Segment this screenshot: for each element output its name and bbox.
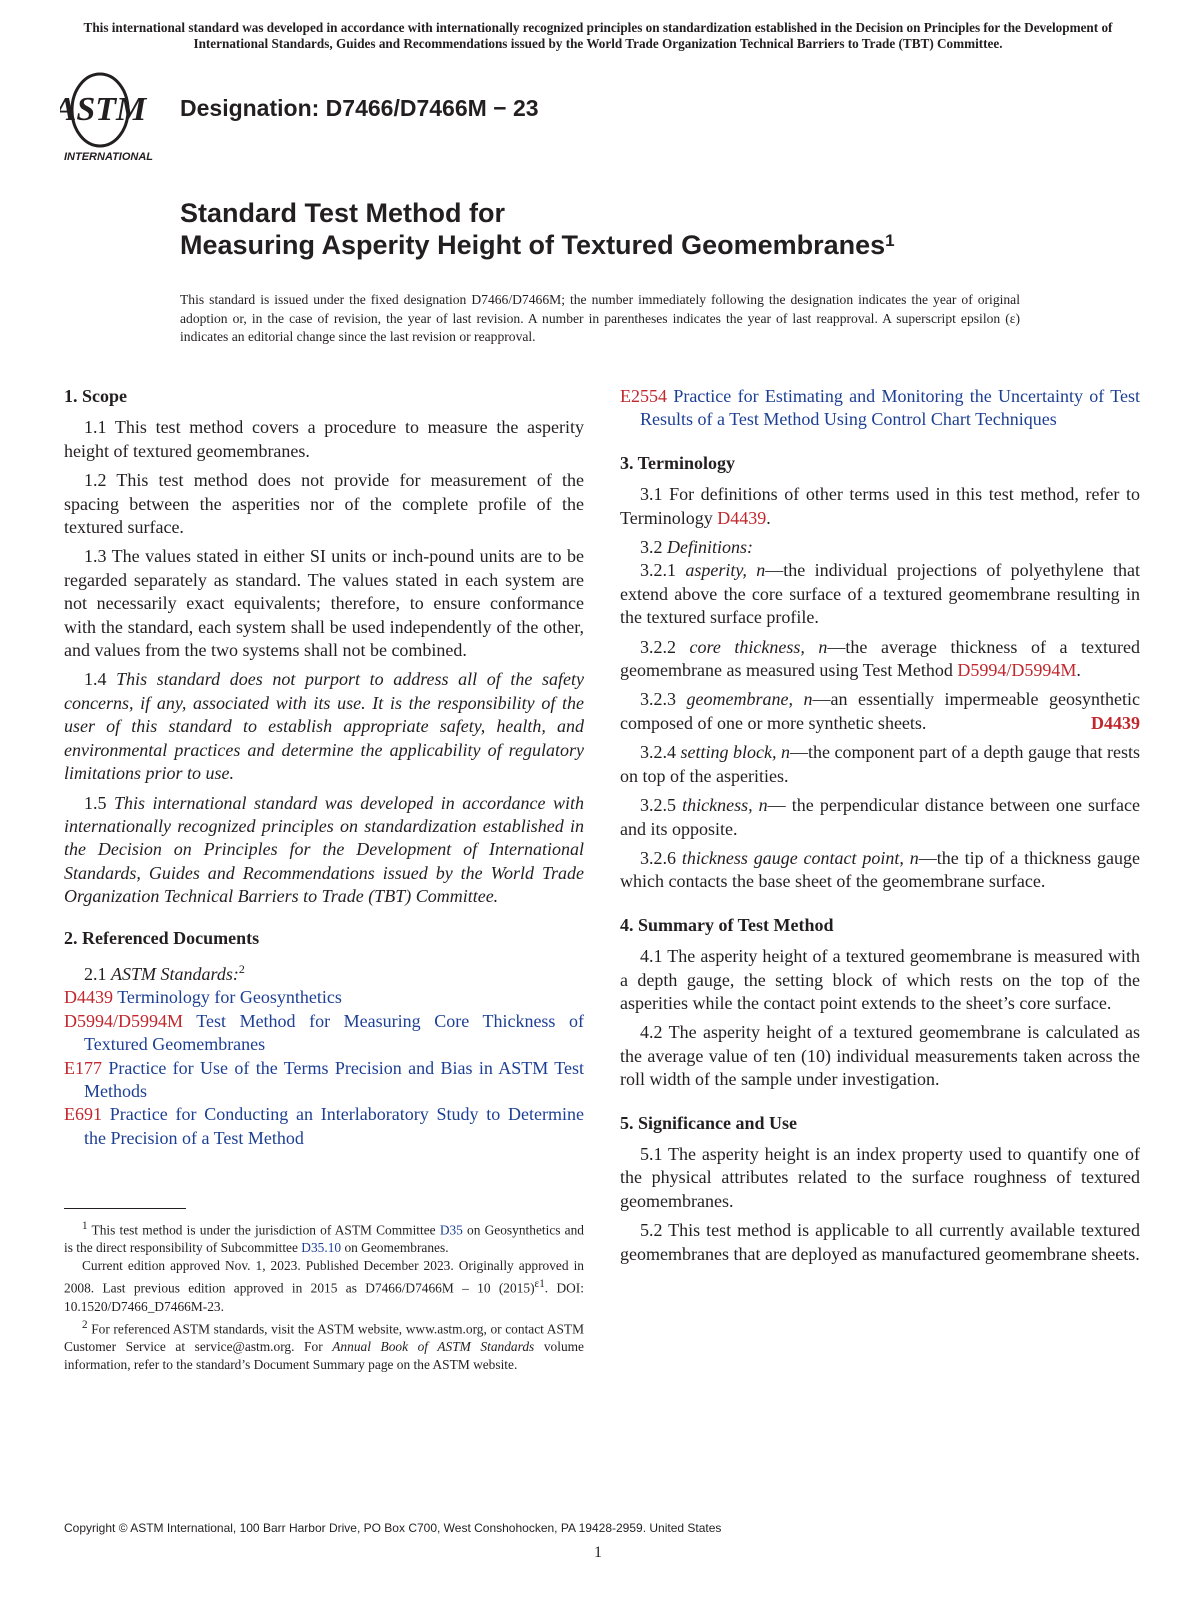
title-line2: Measuring Asperity Height of Textured Geomembranes$^1$ [180, 230, 895, 260]
subcommittee-link[interactable]: D35.10 [301, 1240, 342, 1256]
footnote-divider [64, 1208, 186, 1209]
footnote-2: $^2$ For referenced ASTM standards, visit the ASTM website, www.astm.org, or contact ASTM Customer Service at service@astm.org. For Annual Book of ASTM Standards volume information, refer to the standard’s Document Summary page on the ASTM website. [64, 1318, 584, 1373]
terminology-p1: 3.1 For definitions of other terms used in this test method, refer to Terminology D4439. [620, 484, 1140, 528]
footnote-edition: Current edition approved Nov. 1, 2023. Published December 2023. Originally approved in 2008. Last previous edition approved in 2015 as D7466/D7466M – 10 $(2015)^{\varepsilon 1}$. DOI: 10.1520/D7466_D7466M-23. [64, 1258, 584, 1314]
page-number: 1 [594, 1544, 602, 1561]
right-column [620, 385, 1140, 1272]
astm-logo-icon [60, 68, 170, 168]
footnotes [64, 1217, 584, 1374]
astm-logo [60, 68, 170, 168]
reference-item[interactable]: D4439 Terminology for Geosynthetics [64, 987, 342, 1008]
definition-item: 3.2.2 core thickness, n—the average thickness of a textured geomembrane as measured using Test Method D5994/D5994M. [620, 636, 1141, 681]
committee-link[interactable]: D35 [439, 1222, 463, 1238]
reference-item[interactable]: E177 Practice for Use of the Terms Precision and Bias in ASTM Test Methods [64, 1057, 584, 1101]
definition-item: 3.2.6 thickness gauge contact point, n—the tip of a thickness gauge which contacts the base sheet of the geomembrane surface. [620, 847, 1140, 892]
definition-ref-link[interactable]: D4439 [1091, 712, 1140, 733]
section-references-heading: 2. Referenced Documents [64, 927, 260, 948]
title-line1: Standard Test Method for [180, 198, 506, 228]
left-column [64, 385, 584, 1150]
section-significance-heading: 5. Significance and Use [620, 1112, 798, 1133]
document-title [180, 197, 895, 261]
designation: Designation: D7466/D7466M − 23 [180, 95, 539, 121]
summary-p1: 4.1 The asperity height of a textured geomembrane is measured with a depth gauge, the setting block of which rests on the top of the asperities while the contact point extends to the sheet’s core surface. [620, 946, 1140, 1013]
definition-item: 3.2.4 setting block, n—the component part of a depth gauge that rests on top of the asperities. [620, 742, 1140, 786]
reference-item[interactable]: D5994/D5994M Test Method for Measuring Core Thickness of Textured Geomembranes [64, 1010, 584, 1055]
section-scope-heading: 1. Scope [64, 386, 127, 406]
definition-ref-link[interactable]: D5994/D5994M [957, 660, 1077, 681]
definition-item: 3.2.1 asperity, n—the individual projections of polyethylene that extend above the core surface of a textured geomembrane resulting in the textured surface profile. [620, 560, 1141, 628]
copyright: Copyright © ASTM International, 100 Barr Harbor Drive, PO Box C700, West Conshohocken, PA 19428-2959. United States [64, 1521, 722, 1535]
references-sub: 2.1 ASTM Standards:$^2$ [84, 961, 245, 984]
top-notice: This international standard was developed in accordance with internationally recognized principles on standardization established in the Decision on Principles for the Development of International Standards, Guides and Recommendations issued by the World Trade Organization Technical Barriers to Trade (TBT) Committee. [83, 20, 1113, 51]
scope-p2: 1.2 This test method does not provide for measurement of the spacing between the asperities nor of the complete profile of the textured surface. [64, 470, 584, 538]
reference-item[interactable]: E691 Practice for Conducting an Interlaboratory Study to Determine the Precision of a Test Method [64, 1104, 584, 1148]
definition-item: 3.2.5 thickness, n— the perpendicular distance between one surface and its opposite. [620, 795, 1141, 839]
scope-p3: 1.3 The values stated in either SI units or inch-pound units are to be regarded separately as standard. The values stated in each system are not necessarily exact equivalents; therefore, to ensure conformance with the standard, each system shall be used independently of the other, and values from the two systems shall not be combined. [64, 546, 584, 661]
significance-p1: 5.1 The asperity height is an index property used to quantify one of the physical attributes related to the surface roughness of textured geomembranes. [620, 1143, 1140, 1211]
issued-note: This standard is issued under the fixed designation D7466/D7466M; the number immediately following the designation indicates the year of original adoption or, in the case of revision, the year of last revision. A number in parentheses indicates the year of last reapproval. A superscript epsilon (ε) indicates an editorial change since the last revision or reapproval. [180, 292, 1020, 344]
summary-p2: 4.2 The asperity height of a textured geomembrane is calculated as the average value of ten (10) individual measurements taken across the roll width of the sample under investigation. [620, 1022, 1140, 1090]
section-terminology-heading: 3. Terminology [620, 452, 736, 473]
title-footnote-mark[interactable]: 1 [885, 231, 895, 250]
reference-item[interactable]: E2554 Practice for Estimating and Monitoring the Uncertainty of Test Results of a Test Method Using Control Chart Techniques [620, 386, 1141, 430]
scope-p4: 1.4 This standard does not purport to address all of the safety concerns, if any, associated with its use. It is the responsibility of the user of this standard to establish appropriate safety, health, and environmental practices and determine the applicability of regulatory limitations prior to use. [64, 669, 584, 784]
significance-p2: 5.2 This test method is applicable to all currently available textured geomembranes that are deployed as manufactured geomembrane sheets. [620, 1220, 1140, 1264]
logo-letters: ASTM [60, 91, 147, 128]
footnote-1: $^1$ This test method is under the jurisdiction of ASTM Committee D35 on Geosynthetics and is the direct responsibility of Subcommittee D35.10 on Geomembranes. [64, 1220, 585, 1256]
scope-p1: 1.1 This test method covers a procedure to measure the asperity height of textured geomembranes. [64, 417, 584, 461]
logo-sub: INTERNATIONAL [64, 151, 154, 163]
section-summary-heading: 4. Summary of Test Method [620, 914, 834, 935]
scope-p5: 1.5 This international standard was developed in accordance with internationally recognized principles on standardization established in the Decision on Principles for the Development of International Standards, Guides and Recommendations issued by the World Trade Organization Technical Barriers to Trade (TBT) Committee. [64, 792, 584, 907]
definition-item: 3.2.3 geomembrane, n—an essentially impermeable geosynthetic composed of one or more synthetic sheets. D4439 [620, 688, 1140, 735]
terminology-p2: 3.2 Definitions: [640, 537, 753, 558]
terminology-ref-link[interactable]: D4439 [717, 507, 767, 528]
